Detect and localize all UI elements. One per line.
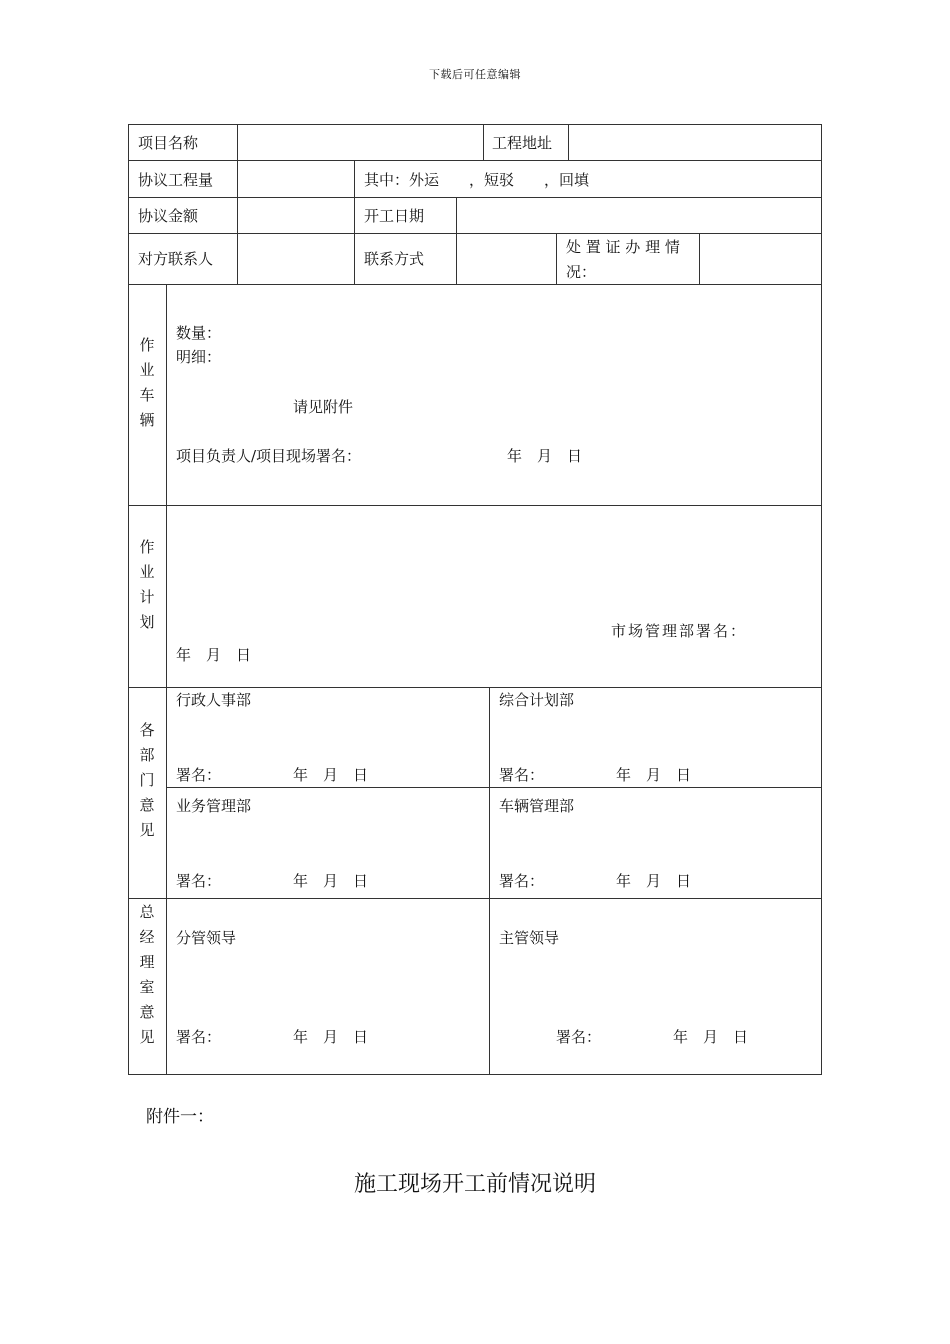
business-date: 年 月 日 bbox=[293, 872, 369, 890]
business-sign-label: 署名： bbox=[176, 872, 222, 890]
start-date-label: 开工日期 bbox=[364, 207, 425, 225]
vehicle-detail-label: 明细： bbox=[176, 348, 222, 366]
project-name-field[interactable] bbox=[238, 125, 483, 160]
attachment-label: 附件一： bbox=[146, 1107, 214, 1127]
contact-person-label: 对方联系人 bbox=[138, 250, 214, 268]
project-lead-sign-label: 项目负责人/项目现场署名： bbox=[176, 447, 362, 465]
gm-office-side-label: 总 经 理 室 意 见 bbox=[139, 903, 155, 1046]
table-line bbox=[128, 160, 822, 161]
table-line bbox=[128, 898, 822, 899]
agreed-volume-field[interactable] bbox=[238, 161, 354, 197]
contact-method-field[interactable] bbox=[457, 234, 556, 284]
agreed-amount-field[interactable] bbox=[238, 198, 354, 233]
document-title: 施工现场开工前情况说明 bbox=[353, 1172, 596, 1197]
table-line bbox=[128, 1074, 822, 1075]
vehicle-mgmt-sign-label: 署名： bbox=[499, 872, 545, 890]
table-line bbox=[489, 687, 490, 1075]
table-line bbox=[483, 124, 484, 161]
planning-sign-label: 署名： bbox=[499, 766, 545, 784]
disposal-permit-label: 处 置 证 办 理 情 bbox=[566, 238, 680, 256]
planning-dept-label: 综合计划部 bbox=[499, 691, 575, 709]
work-plan-field[interactable] bbox=[167, 506, 821, 616]
table-line bbox=[128, 687, 822, 688]
deputy-date: 年 月 日 bbox=[293, 1028, 369, 1046]
volume-breakdown: 其中：外运 ，短驳 ，回填 bbox=[364, 171, 590, 189]
table-line bbox=[354, 160, 355, 285]
start-date-field[interactable] bbox=[457, 198, 821, 233]
admin-hr-dept-label: 行政人事部 bbox=[176, 691, 252, 709]
table-line bbox=[821, 124, 822, 1075]
chief-date: 年 月 日 bbox=[673, 1028, 749, 1046]
planning-date: 年 月 日 bbox=[616, 766, 692, 784]
table-line bbox=[556, 233, 557, 285]
table-line bbox=[166, 787, 822, 788]
admin-hr-date: 年 月 日 bbox=[293, 766, 369, 784]
admin-hr-sign-label: 署名： bbox=[176, 766, 222, 784]
disposal-permit-label-cont: 况： bbox=[566, 263, 597, 281]
business-dept-label: 业务管理部 bbox=[176, 797, 252, 815]
market-dept-sign-label: 市场管理部署名： bbox=[611, 622, 748, 640]
plan-side-label: 作 业 计 划 bbox=[139, 538, 155, 631]
chief-leader-label: 主管领导 bbox=[499, 929, 560, 947]
vehicles-side-label: 作 业 车 辆 bbox=[139, 336, 155, 429]
departments-side-label: 各 部 门 意 见 bbox=[139, 721, 155, 839]
vehicle-quantity-label: 数量： bbox=[176, 324, 222, 342]
agreed-volume-label: 协议工程量 bbox=[138, 171, 214, 189]
plan-date: 年 月 日 bbox=[176, 646, 252, 664]
deputy-sign-label: 署名： bbox=[176, 1028, 222, 1046]
vehicle-mgmt-dept-label: 车辆管理部 bbox=[499, 797, 575, 815]
project-name-label: 项目名称 bbox=[138, 134, 199, 152]
project-address-field[interactable] bbox=[569, 125, 821, 160]
contact-method-label: 联系方式 bbox=[364, 250, 425, 268]
chief-sign-label: 署名： bbox=[556, 1028, 602, 1046]
header-note: 下载后可任意编辑 bbox=[429, 68, 521, 81]
disposal-permit-field[interactable] bbox=[700, 234, 821, 284]
contact-person-field[interactable] bbox=[238, 234, 354, 284]
deputy-leader-label: 分管领导 bbox=[176, 929, 237, 947]
table-line bbox=[128, 124, 129, 1075]
vehicle-mgmt-date: 年 月 日 bbox=[616, 872, 692, 890]
project-address-label: 工程地址 bbox=[492, 134, 553, 152]
see-attachment-text: 请见附件 bbox=[293, 398, 354, 416]
agreed-amount-label: 协议金额 bbox=[138, 207, 199, 225]
vehicle-date: 年 月 日 bbox=[507, 447, 583, 465]
table-line bbox=[128, 284, 822, 285]
table-line bbox=[166, 284, 167, 1074]
